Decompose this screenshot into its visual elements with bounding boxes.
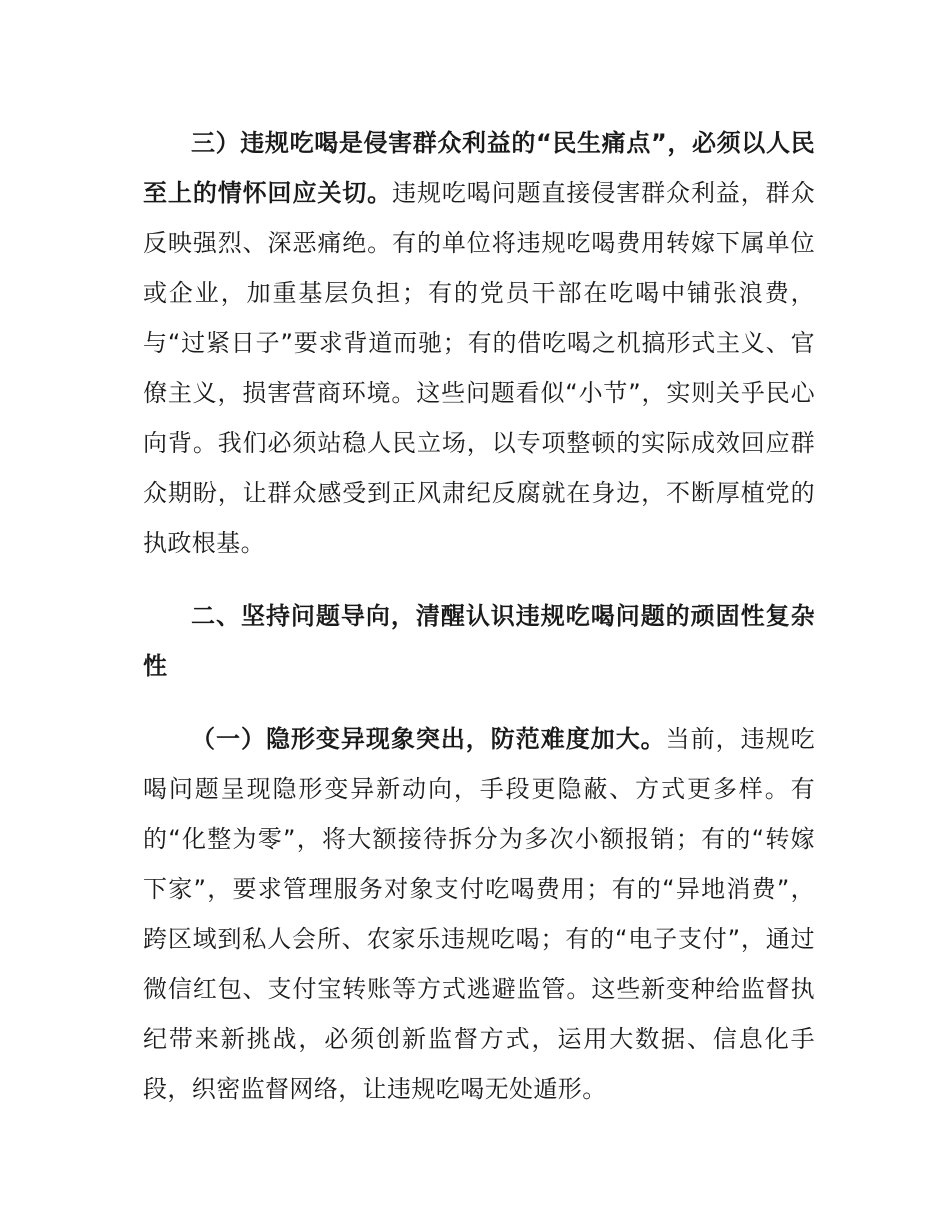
paragraph-hidden-variants [143,714,815,1114]
section-heading-two: 二、坚持问题导向，清醒认识违规吃喝问题的顽固性复杂性 [143,602,815,680]
paragraph-lead-text: 三）违规吃喝是侵害群众利益的“民生痛点”，必须以人民至上的情怀回应关切。 [143,129,815,207]
paragraph-body-text: 当前，违规吃喝问题呈现隐形变异新动向，手段更隐蔽、方式更多样。有的“化整为零”，将大额接待拆分为多次小额报销；有的“转嫁下家”，要求管理服务对象支付吃喝费用；有的“异地消费”，跨区域到私人会所、农家乐违规吃喝；有的“电子支付”，通过微信红包、支付宝转账等方式逃避监管。这些新变种给监督执纪带来新挑战，必须创新监督方式，运用大数据、信息化手段，织密监督网络，让违规吃喝无处遁形。 [143,725,815,1103]
paragraph-body-text: 违规吃喝问题直接侵害群众利益，群众反映强烈、深恶痛绝。有的单位将违规吃喝费用转嫁下属单位或企业，加重基层负担；有的党员干部在吃喝中铺张浪费，与“过紧日子”要求背道而驰；有的借吃喝之机搞形式主义、官僚主义，损害营商环境。这些问题看似“小节”，实则关乎民心向背。我们必须站稳人民立场，以专项整顿的实际成效回应群众期盼，让群众感受到正风肃纪反腐就在身边，不断厚植党的执政根基。 [143,179,815,557]
paragraph-people-livelihood [143,118,815,568]
document-page [143,118,815,1114]
paragraph-lead-text: （一）隐形变异现象突出，防范难度加大。 [191,725,666,753]
